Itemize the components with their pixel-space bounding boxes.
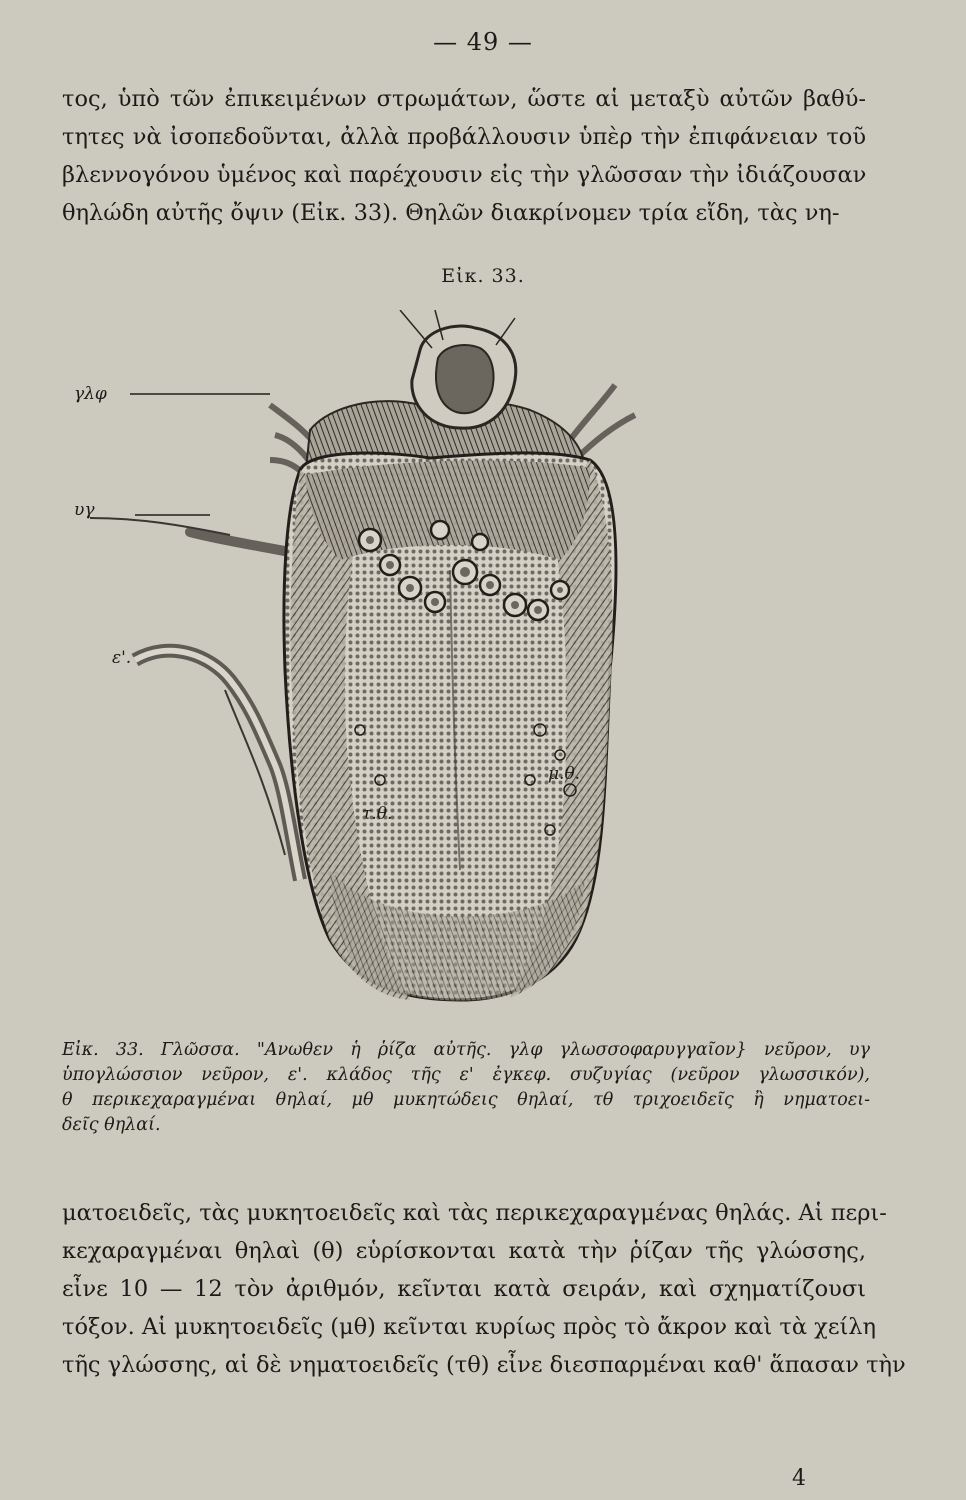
text-line: τόξον. Αἱ μυκητοειδεῖς (μθ) κεῖνται κυρίως πρὸς τὸ ἄκρον καὶ τὰ χείλη — [62, 1314, 877, 1340]
page-number: — 49 — — [433, 28, 533, 56]
callout-ug: υγ — [74, 500, 95, 520]
figure-label: Εἰκ. 33. — [441, 265, 525, 287]
text-line: θηλώδη αὐτῆς ὄψιν (Εἰκ. 33). Θηλῶν διακρίνομεν τρία εἴδη, τὰς νη- — [62, 200, 840, 226]
text-line: βλεννογόνου ὑμένος καὶ παρέχουσιν εἰς τὴν γλῶσσαν τὴν ἰδιάζουσαν — [62, 162, 867, 188]
bottom-paragraph — [62, 1194, 906, 1384]
callout-tth: τ.θ. — [362, 804, 393, 824]
callout-glf: γλφ — [74, 384, 107, 404]
text-line: τητες νὰ ἰσοπεδοῦνται, ἀλλὰ προβάλλουσιν ὑπὲρ τὴν ἐπιφάνειαν τοῦ — [62, 124, 866, 150]
caption-line: θ περικεχαραγμέναι θηλαί, μθ μυκητώδεις θηλαί, τθ τριχοειδεῖς ἢ νηματοει- — [62, 1090, 870, 1110]
tongue-engraving — [60, 310, 900, 1030]
text-line: τῆς γλώσσης, αἱ δὲ νηματοειδεῖς (τθ) εἶνε διεσπαρμέναι καθ' ἅπασαν τὴν — [62, 1352, 906, 1378]
caption-line: ὑπογλώσσιον νεῦρον, ε'. κλάδος τῆς ε' ἐγκεφ. συζυγίας (νεῦρον γλωσσικόν), — [62, 1065, 870, 1085]
figure-caption — [62, 1038, 870, 1138]
caption-line: δεῖς θηλαί. — [62, 1115, 161, 1135]
signature-mark: 4 — [792, 1466, 806, 1491]
callout-mth: μ.θ. — [548, 764, 581, 784]
text-line: εἶνε 10 — 12 τὸν ἀριθμόν, κεῖνται κατὰ σειράν, καὶ σχηματίζουσι — [62, 1276, 866, 1302]
tongue-illustration — [60, 310, 900, 1030]
text-line: τος, ὑπὸ τῶν ἐπικειμένων στρωμάτων, ὥστε αἱ μεταξὺ αὐτῶν βαθύ- — [62, 86, 866, 112]
text-line: κεχαραγμέναι θηλαὶ (θ) εὑρίσκονται κατὰ τὴν ῥίζαν τῆς γλώσσης, — [62, 1238, 866, 1264]
callout-e: ε'. — [112, 648, 132, 668]
text-line: ματοειδεῖς, τὰς μυκητοειδεῖς καὶ τὰς περικεχαραγμένας θηλάς. Αἱ περι- — [62, 1200, 887, 1226]
caption-line: Εἰκ. 33. Γλῶσσα. "Ανωθεν ἡ ῥίζα αὐτῆς. γλφ γλωσσοφαρυγγαῖον} νεῦρον, υγ — [62, 1040, 870, 1060]
top-paragraph — [62, 80, 866, 232]
